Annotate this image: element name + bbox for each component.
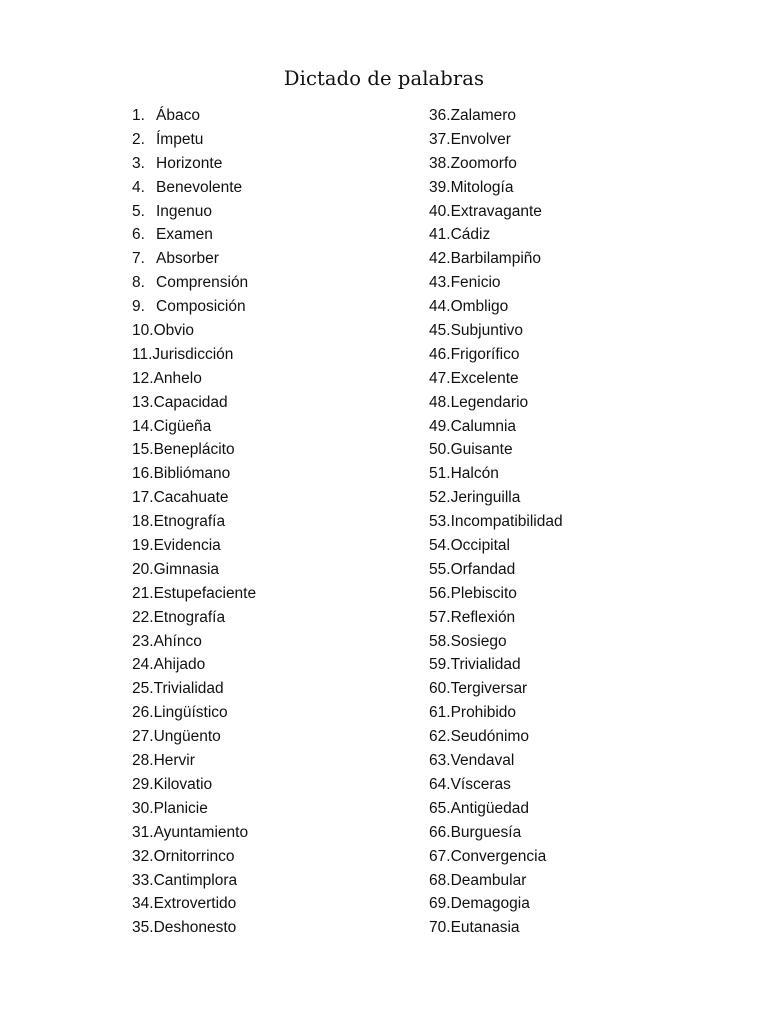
item-number: 17. bbox=[132, 489, 154, 507]
item-word: Burguesía bbox=[450, 823, 522, 841]
item-number: 55. bbox=[429, 560, 451, 578]
list-item bbox=[132, 295, 402, 319]
item-word: Trivialidad bbox=[153, 680, 224, 698]
list-item bbox=[429, 486, 729, 510]
list-item bbox=[132, 821, 402, 845]
item-number: 41. bbox=[429, 226, 451, 244]
item-number: 62. bbox=[429, 728, 451, 746]
list-item bbox=[429, 869, 729, 893]
item-word: Etnografía bbox=[153, 608, 226, 626]
item-word: Prohibido bbox=[450, 704, 517, 722]
list-item bbox=[132, 869, 402, 893]
item-number: 28. bbox=[132, 752, 154, 770]
list-item bbox=[429, 223, 729, 247]
item-word: Seudónimo bbox=[450, 728, 529, 746]
item-number: 4. bbox=[132, 178, 145, 196]
item-word: Estupefaciente bbox=[153, 584, 257, 602]
item-word: Demagogia bbox=[450, 895, 530, 913]
item-word: Orfandad bbox=[450, 560, 516, 578]
list-item bbox=[429, 104, 729, 128]
item-word: Fenicio bbox=[450, 274, 501, 292]
item-number: 48. bbox=[429, 393, 451, 411]
list-item bbox=[132, 845, 402, 869]
item-word: Gimnasia bbox=[153, 560, 220, 578]
list-item bbox=[132, 630, 402, 654]
list-item bbox=[132, 677, 402, 701]
item-number: 68. bbox=[429, 871, 451, 889]
item-number: 47. bbox=[429, 369, 451, 387]
list-item bbox=[132, 176, 402, 200]
list-item bbox=[429, 438, 729, 462]
item-word: Tergiversar bbox=[450, 680, 528, 698]
list-item bbox=[429, 343, 729, 367]
item-word: Envolver bbox=[450, 130, 511, 148]
list-item bbox=[429, 319, 729, 343]
item-number: 15. bbox=[132, 441, 154, 459]
item-word: Plebiscito bbox=[450, 584, 517, 602]
list-item bbox=[132, 701, 402, 725]
list-item bbox=[429, 653, 729, 677]
item-word: Convergencia bbox=[450, 847, 547, 865]
list-item bbox=[429, 510, 729, 534]
item-number: 25. bbox=[132, 680, 154, 698]
item-word: Calumnia bbox=[450, 417, 517, 435]
item-number: 56. bbox=[429, 584, 451, 602]
item-word: Kilovatio bbox=[153, 775, 213, 793]
item-word: Jeringuilla bbox=[450, 489, 521, 507]
item-word: Incompatibilidad bbox=[450, 513, 563, 531]
list-item bbox=[429, 821, 729, 845]
list-item bbox=[132, 391, 402, 415]
list-item bbox=[429, 916, 729, 940]
item-number: 8. bbox=[132, 274, 145, 292]
item-word: Comprensión bbox=[156, 274, 249, 292]
item-word: Guisante bbox=[450, 441, 513, 459]
item-number: 7. bbox=[132, 250, 145, 268]
item-word: Frigorífico bbox=[450, 345, 520, 363]
list-item bbox=[429, 271, 729, 295]
list-item bbox=[132, 152, 402, 176]
item-word: Bibliómano bbox=[153, 465, 231, 483]
list-item bbox=[132, 534, 402, 558]
item-word: Lingüístico bbox=[153, 704, 228, 722]
item-word: Ábaco bbox=[156, 107, 200, 124]
list-item bbox=[132, 606, 402, 630]
page-title: Dictado de palabras bbox=[283, 67, 485, 90]
list-item bbox=[429, 892, 729, 916]
item-number: 51. bbox=[429, 465, 451, 483]
list-item bbox=[429, 701, 729, 725]
item-word: Cigüeña bbox=[153, 417, 212, 435]
item-number: 44. bbox=[429, 298, 451, 316]
item-word: Absorber bbox=[156, 250, 219, 268]
list-item bbox=[132, 128, 402, 152]
list-item bbox=[132, 582, 402, 606]
list-item bbox=[429, 582, 729, 606]
item-number: 66. bbox=[429, 823, 451, 841]
item-number: 57. bbox=[429, 608, 451, 626]
item-word: Zalamero bbox=[450, 107, 517, 124]
list-item bbox=[132, 223, 402, 247]
item-word: Legendario bbox=[450, 393, 529, 411]
item-number: 32. bbox=[132, 847, 154, 865]
list-item bbox=[132, 271, 402, 295]
list-item bbox=[429, 295, 729, 319]
item-word: Deambular bbox=[450, 871, 527, 889]
list-item bbox=[429, 391, 729, 415]
item-word: Mitología bbox=[450, 178, 514, 196]
list-item bbox=[132, 438, 402, 462]
item-number: 37. bbox=[429, 130, 451, 148]
item-word: Ahínco bbox=[153, 632, 202, 650]
item-number: 49. bbox=[429, 417, 451, 435]
list-item bbox=[132, 558, 402, 582]
item-number: 69. bbox=[429, 895, 451, 913]
item-number: 58. bbox=[429, 632, 451, 650]
item-word: Barbilampiño bbox=[450, 250, 542, 268]
item-word: Extravagante bbox=[450, 202, 542, 220]
item-number: 39. bbox=[429, 178, 451, 196]
item-number: 50. bbox=[429, 441, 451, 459]
item-number: 10. bbox=[132, 322, 154, 340]
item-number: 3. bbox=[132, 154, 145, 172]
list-item bbox=[132, 510, 402, 534]
item-word: Sosiego bbox=[450, 632, 507, 650]
list-item bbox=[429, 367, 729, 391]
item-number: 29. bbox=[132, 775, 154, 793]
item-word: Eutanasia bbox=[450, 919, 520, 937]
item-number: 40. bbox=[429, 202, 451, 220]
list-item bbox=[429, 558, 729, 582]
list-item bbox=[429, 128, 729, 152]
item-word: Ornitorrinco bbox=[153, 847, 235, 865]
list-item bbox=[429, 200, 729, 224]
item-number: 16. bbox=[132, 465, 154, 483]
item-number: 36. bbox=[429, 107, 451, 124]
item-word: Cádiz bbox=[450, 226, 491, 244]
item-word: Obvio bbox=[153, 322, 195, 340]
item-word: Vendaval bbox=[450, 752, 515, 770]
item-number: 60. bbox=[429, 680, 451, 698]
list-item bbox=[132, 104, 402, 128]
list-item bbox=[429, 677, 729, 701]
item-word: Ayuntamiento bbox=[153, 823, 249, 841]
item-number: 24. bbox=[132, 656, 154, 674]
list-item bbox=[429, 845, 729, 869]
item-number: 11. bbox=[132, 345, 153, 363]
item-number: 64. bbox=[429, 775, 451, 793]
item-number: 67. bbox=[429, 847, 451, 865]
item-number: 2. bbox=[132, 130, 145, 148]
item-number: 5. bbox=[132, 202, 145, 220]
list-item bbox=[429, 534, 729, 558]
list-item bbox=[132, 200, 402, 224]
item-word: Zoomorfo bbox=[450, 154, 517, 172]
item-number: 12. bbox=[132, 369, 154, 387]
list-item bbox=[429, 176, 729, 200]
word-list-left-column bbox=[132, 104, 402, 940]
word-list-right-column bbox=[429, 104, 729, 940]
list-item bbox=[429, 749, 729, 773]
item-number: 26. bbox=[132, 704, 154, 722]
item-number: 52. bbox=[429, 489, 451, 507]
item-word: Etnografía bbox=[153, 513, 226, 531]
item-number: 9. bbox=[132, 298, 145, 316]
list-item bbox=[132, 749, 402, 773]
item-number: 19. bbox=[132, 537, 154, 555]
item-number: 30. bbox=[132, 799, 154, 817]
item-number: 13. bbox=[132, 393, 154, 411]
item-word: Ahijado bbox=[153, 656, 206, 674]
list-item bbox=[429, 630, 729, 654]
item-number: 61. bbox=[429, 704, 451, 722]
item-number: 43. bbox=[429, 274, 451, 292]
item-number: 34. bbox=[132, 895, 154, 913]
list-item bbox=[132, 462, 402, 486]
item-number: 27. bbox=[132, 728, 154, 746]
list-item bbox=[429, 152, 729, 176]
list-item bbox=[132, 486, 402, 510]
list-item bbox=[429, 247, 729, 271]
list-item bbox=[132, 415, 402, 439]
item-number: 54. bbox=[429, 537, 451, 555]
item-number: 63. bbox=[429, 752, 451, 770]
item-number: 35. bbox=[132, 919, 154, 937]
list-item bbox=[132, 247, 402, 271]
item-word: Anhelo bbox=[153, 369, 202, 387]
item-word: Ímpetu bbox=[156, 130, 204, 148]
item-word: Benevolente bbox=[156, 178, 243, 196]
item-word: Cantimplora bbox=[153, 871, 238, 889]
item-word: Excelente bbox=[450, 369, 519, 387]
item-number: 46. bbox=[429, 345, 451, 363]
item-number: 53. bbox=[429, 513, 451, 531]
item-number: 23. bbox=[132, 632, 154, 650]
item-word: Halcón bbox=[450, 465, 499, 483]
list-item bbox=[132, 797, 402, 821]
list-item bbox=[132, 916, 402, 940]
item-number: 1. bbox=[132, 107, 145, 124]
item-word: Ungüento bbox=[153, 728, 221, 746]
item-word: Jurisdicción bbox=[152, 345, 234, 363]
list-item bbox=[132, 343, 402, 367]
list-item bbox=[429, 773, 729, 797]
item-word: Reflexión bbox=[450, 608, 516, 626]
item-number: 33. bbox=[132, 871, 154, 889]
item-word: Planicie bbox=[153, 799, 208, 817]
item-word: Examen bbox=[156, 226, 213, 244]
list-item bbox=[132, 892, 402, 916]
item-number: 21. bbox=[132, 584, 154, 602]
item-number: 45. bbox=[429, 322, 451, 340]
list-item bbox=[132, 725, 402, 749]
item-word: Extrovertido bbox=[153, 895, 237, 913]
item-number: 31. bbox=[132, 823, 154, 841]
item-number: 42. bbox=[429, 250, 451, 268]
item-word: Horizonte bbox=[156, 154, 223, 172]
item-number: 6. bbox=[132, 226, 145, 244]
item-word: Occipital bbox=[450, 537, 510, 555]
item-word: Ombligo bbox=[450, 298, 509, 316]
item-number: 18. bbox=[132, 513, 154, 531]
item-word: Hervir bbox=[153, 752, 195, 770]
list-item bbox=[132, 653, 402, 677]
item-word: Capacidad bbox=[153, 393, 228, 411]
item-number: 59. bbox=[429, 656, 451, 674]
item-number: 22. bbox=[132, 608, 154, 626]
item-number: 20. bbox=[132, 560, 154, 578]
list-item bbox=[132, 773, 402, 797]
list-item bbox=[429, 797, 729, 821]
item-word: Cacahuate bbox=[153, 489, 229, 507]
item-number: 38. bbox=[429, 154, 451, 172]
list-item bbox=[429, 606, 729, 630]
item-word: Evidencia bbox=[153, 537, 221, 555]
item-word: Deshonesto bbox=[153, 919, 237, 937]
list-item bbox=[429, 415, 729, 439]
item-number: 14. bbox=[132, 417, 154, 435]
item-word: Composición bbox=[156, 298, 246, 316]
item-number: 70. bbox=[429, 919, 451, 937]
item-word: Ingenuo bbox=[156, 202, 213, 220]
item-word: Subjuntivo bbox=[450, 322, 523, 340]
list-item bbox=[132, 319, 402, 343]
item-word: Antigüedad bbox=[450, 799, 529, 817]
item-word: Beneplácito bbox=[153, 441, 235, 459]
item-number: 65. bbox=[429, 799, 451, 817]
list-item bbox=[429, 462, 729, 486]
item-word: Vísceras bbox=[450, 775, 511, 793]
list-item bbox=[132, 367, 402, 391]
item-word: Trivialidad bbox=[450, 656, 521, 674]
list-item bbox=[429, 725, 729, 749]
